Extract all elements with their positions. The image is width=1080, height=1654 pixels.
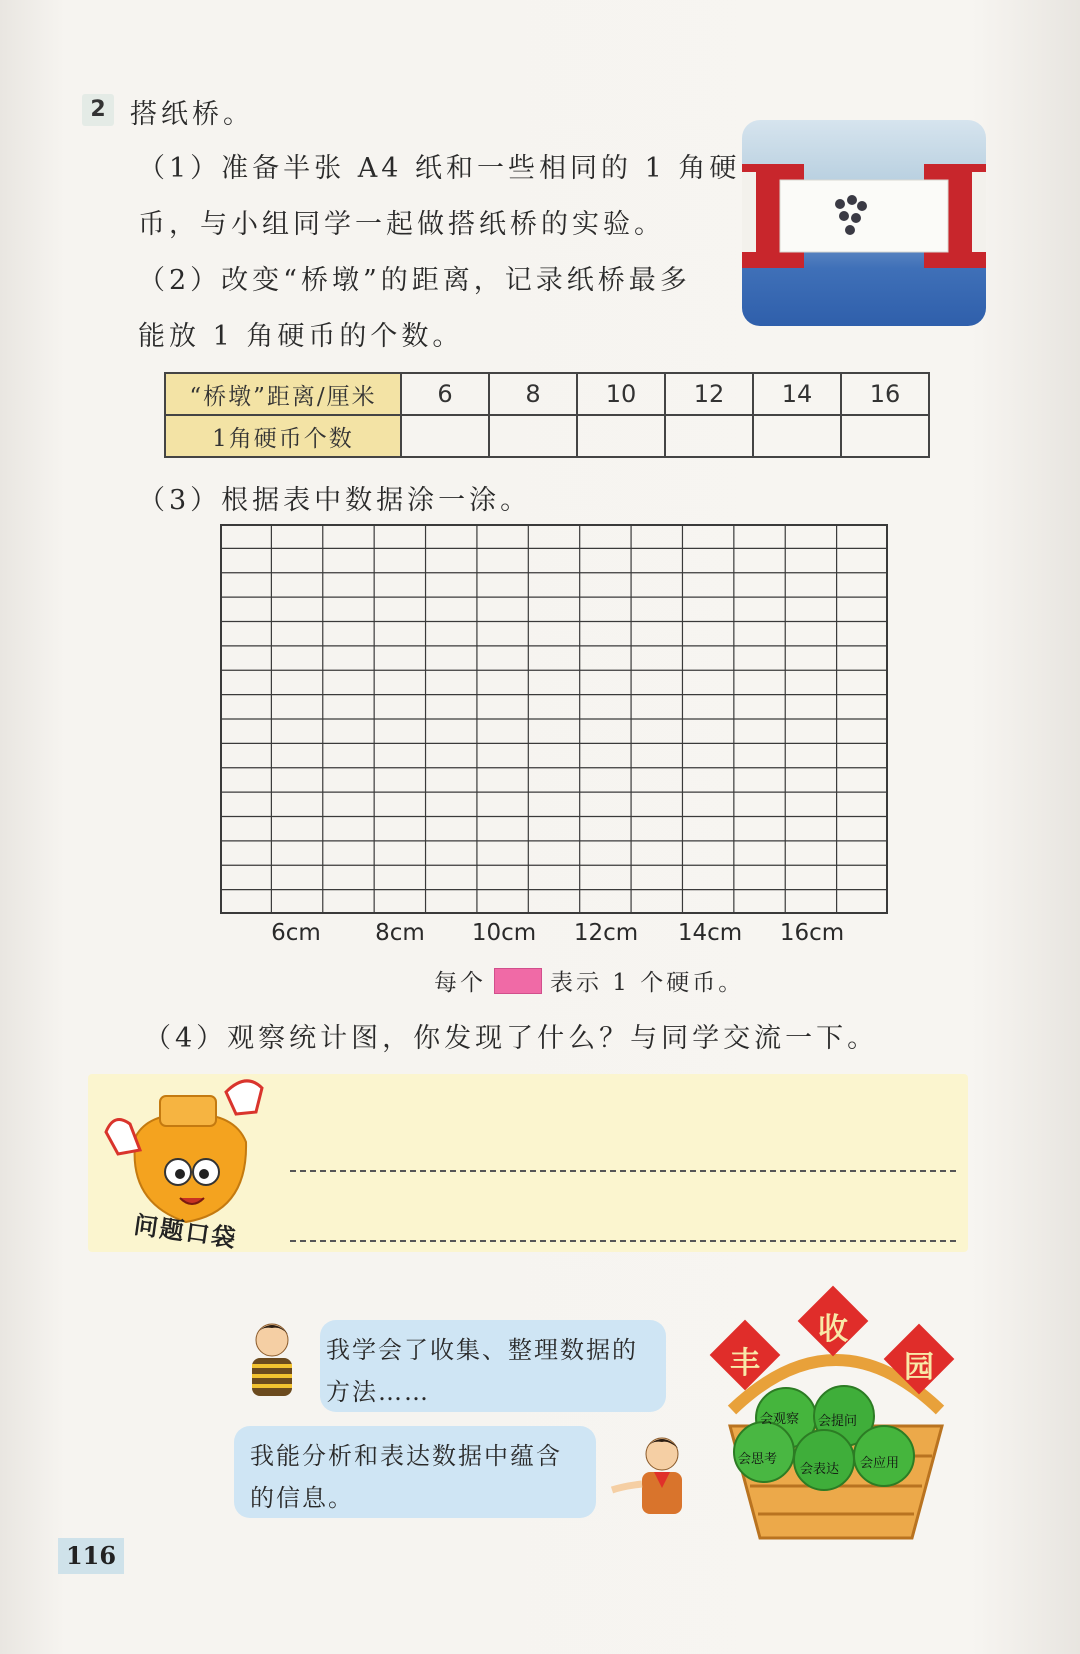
bubble1-line1: 我学会了收集、整理数据的 (326, 1336, 638, 1364)
x-tick-label: 8cm (375, 920, 425, 946)
table-row (165, 415, 929, 457)
step4-text: （4）观察统计图，你发现了什么？与同学交流一下。 (144, 1023, 879, 1054)
table-cell: 16 (841, 373, 929, 415)
step3-text: （3）根据表中数据涂一涂。 (138, 485, 532, 516)
banner-char: 园 (904, 1350, 934, 1385)
banner-char: 收 (818, 1312, 848, 1347)
table-cell-blank[interactable] (401, 415, 489, 457)
x-tick-label: 6cm (271, 920, 321, 946)
table-cell: 14 (753, 373, 841, 415)
legend-prefix: 每个 (434, 970, 486, 996)
apple-label: 会表达 (800, 1462, 840, 1477)
banner-char: 丰 (730, 1346, 760, 1381)
problem-title: 搭纸桥。 (130, 99, 254, 130)
x-tick-label: 10cm (471, 920, 537, 946)
answer-line[interactable] (290, 1240, 956, 1242)
boy-avatar-2 (606, 1432, 696, 1518)
x-tick-label: 16cm (779, 920, 845, 946)
table-header-coins: 1角硬币个数 (165, 415, 401, 457)
problem-number-badge: 2 (82, 94, 114, 126)
step2-line2: 能放 1 角硬币的个数。 (138, 321, 464, 352)
table-cell-blank[interactable] (577, 415, 665, 457)
table-cell: 12 (665, 373, 753, 415)
apple-label: 会思考 (738, 1452, 778, 1467)
step1-line2: 币，与小组同学一起做搭纸桥的实验。 (138, 209, 665, 240)
apple-label: 会提问 (818, 1414, 858, 1429)
legend-suffix: 表示 1 个硬币。 (550, 970, 745, 996)
table-cell-blank[interactable] (665, 415, 753, 457)
answer-line[interactable] (290, 1170, 956, 1172)
bubble2-line2: 的信息。 (250, 1484, 354, 1512)
bubble2-line1: 我能分析和表达数据中蕴含 (250, 1442, 562, 1470)
table-header-distance: “桥墩”距离/厘米 (165, 373, 401, 415)
table-cell: 10 (577, 373, 665, 415)
step1-line1: （1）准备半张 A4 纸和一些相同的 1 角硬 (138, 153, 741, 184)
apple-label: 会应用 (860, 1456, 900, 1471)
pocket-label: 问题口袋 (132, 1210, 240, 1254)
table-cell: 6 (401, 373, 489, 415)
table-row (165, 373, 929, 415)
step2-line1: （2）改变“桥墩”的距离，记录纸桥最多 (138, 265, 691, 296)
legend-swatch (494, 968, 542, 994)
table-cell-blank[interactable] (841, 415, 929, 457)
bubble1-line2: 方法…… (326, 1378, 430, 1406)
table-cell-blank[interactable] (753, 415, 841, 457)
table-cell-blank[interactable] (489, 415, 577, 457)
grid-lines (220, 524, 888, 914)
paper-bridge-photo (742, 120, 986, 326)
data-table (164, 372, 930, 458)
x-tick-label: 14cm (677, 920, 743, 946)
page-number: 116 (58, 1538, 124, 1574)
boy-avatar (234, 1318, 312, 1400)
table-cell: 8 (489, 373, 577, 415)
x-tick-label: 12cm (573, 920, 639, 946)
apple-label: 会观察 (760, 1412, 800, 1427)
coloring-grid[interactable] (220, 524, 888, 914)
